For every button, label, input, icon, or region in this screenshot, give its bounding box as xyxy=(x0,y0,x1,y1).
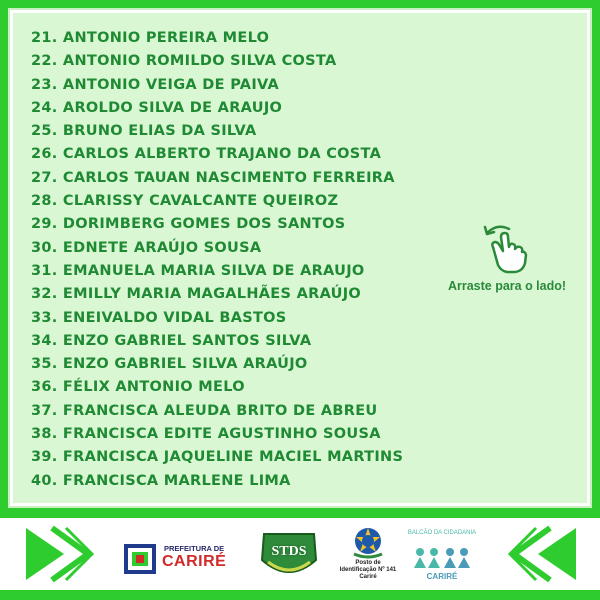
list-item: 39. FRANCISCA JAQUELINE MACIEL MARTINS xyxy=(31,449,404,466)
double-chevron-right-icon[interactable] xyxy=(22,524,94,584)
prefeitura-city: CARIRÉ xyxy=(162,553,227,570)
list-item: 25. BRUNO ELIAS DA SILVA xyxy=(31,123,257,140)
list-item: 38. FRANCISCA EDITE AGUSTINHO SOUSA xyxy=(31,426,381,443)
brasao-icon xyxy=(336,526,400,560)
people-icon xyxy=(404,538,480,572)
list-item: 33. ENEIVALDO VIDAL BASTOS xyxy=(31,309,287,326)
list-item: 35. ENZO GABRIEL SILVA ARAÚJO xyxy=(31,356,308,373)
double-chevron-left-icon[interactable] xyxy=(508,524,580,584)
names-list xyxy=(31,27,403,493)
names-panel xyxy=(10,10,590,506)
coat-of-arms-icon xyxy=(122,542,158,576)
list-item: 32. EMILLY MARIA MAGALHÃES ARAÚJO xyxy=(31,286,362,303)
list-item: 21. ANTONIO PEREIRA MELO xyxy=(31,30,270,46)
list-item: 40. FRANCISCA MARLENE LIMA xyxy=(31,472,291,489)
list-item: 22. ANTONIO ROMILDO SILVA COSTA xyxy=(31,53,337,70)
swipe-hand-icon xyxy=(479,221,535,275)
footer-bar xyxy=(0,518,600,590)
posto-logo xyxy=(336,526,400,588)
balcao-city: CARIRÉ xyxy=(426,572,458,581)
stds-logo xyxy=(256,530,322,582)
list-item: 26. CARLOS ALBERTO TRAJANO DA COSTA xyxy=(31,146,382,163)
list-item: 31. EMANUELA MARIA SILVA DE ARAUJO xyxy=(31,262,365,279)
prefeitura-logo xyxy=(122,542,246,576)
list-item: 28. CLARISSY CAVALCANTE QUEIROZ xyxy=(31,193,339,210)
list-item: 27. CARLOS TAUAN NASCIMENTO FERREIRA xyxy=(31,169,395,186)
list-item: 29. DORIMBERG GOMES DOS SANTOS xyxy=(31,216,346,233)
list-item: 30. EDNETE ARAÚJO SOUSA xyxy=(31,239,262,256)
swipe-hint-text: Arraste para o lado! xyxy=(447,279,567,293)
swipe-hint xyxy=(437,221,577,293)
balcao-title: BALCÃO DA CIDADANIA xyxy=(407,530,477,536)
prefeitura-title: PREFEITURA DE xyxy=(164,544,225,553)
list-item: 23. ANTONIO VEIGA DE PAIVA xyxy=(31,76,280,93)
list-item: 34. ENZO GABRIEL SANTOS SILVA xyxy=(31,332,312,349)
posto-text: Posto de Identificação Nº 141 Cariré xyxy=(339,560,397,580)
list-item: 24. AROLDO SILVA DE ARAUJO xyxy=(31,99,283,116)
stds-text: STDS xyxy=(271,544,307,559)
list-item: 36. FÉLIX ANTONIO MELO xyxy=(31,379,245,396)
list-item: 37. FRANCISCA ALEUDA BRITO DE ABREU xyxy=(31,402,378,419)
balcao-logo xyxy=(404,528,480,584)
